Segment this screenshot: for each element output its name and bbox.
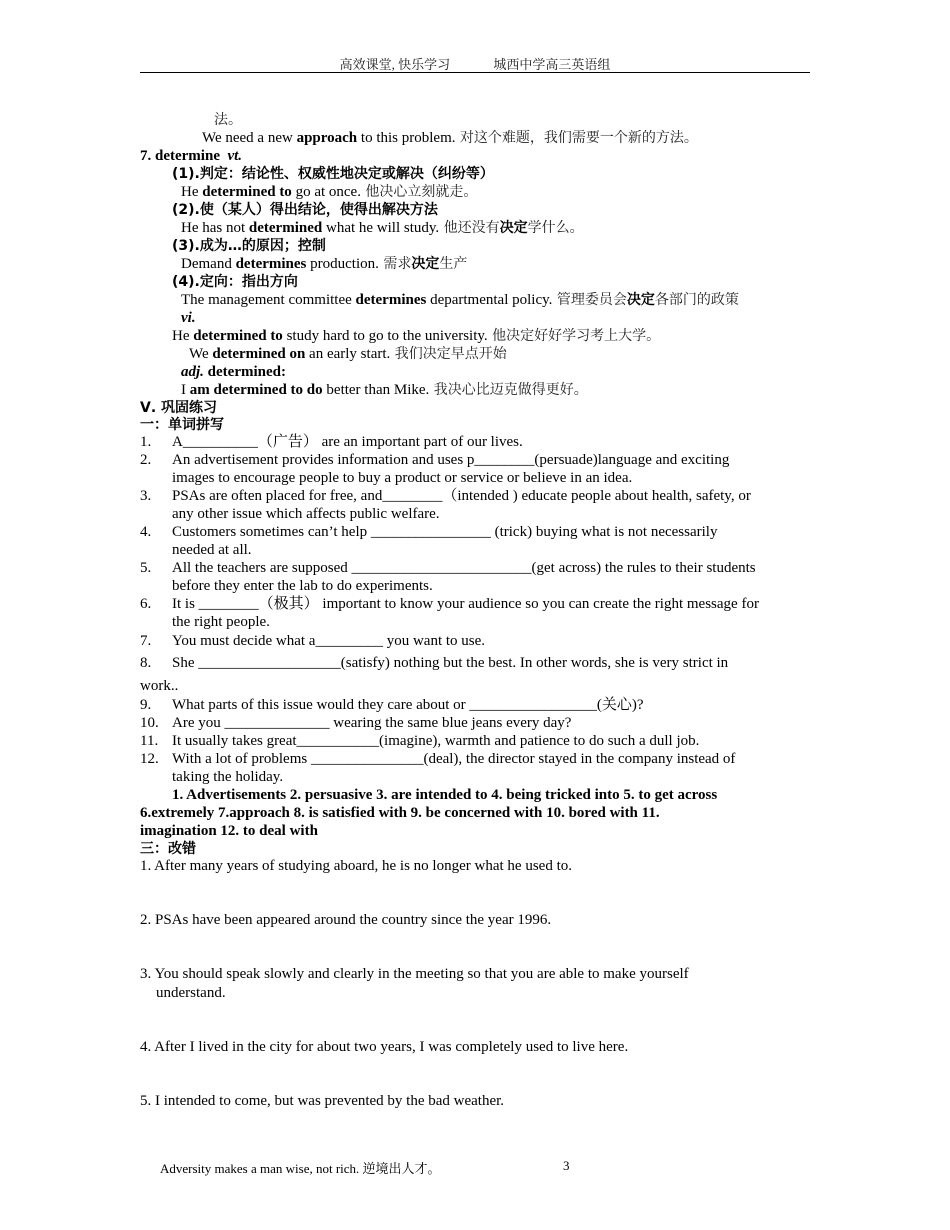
keyword: determined on xyxy=(212,346,306,362)
translation-keyword: 决定 xyxy=(411,256,440,272)
keyword: determines xyxy=(235,256,307,272)
answers-line-2: 6.extremely 7.approach 8. is satisfied with 9. be concerned with 10. bored with 11. xyxy=(140,805,660,821)
item-text: PSAs are often placed for free, and________（intended ) educate people about health, safety, or xyxy=(172,488,751,504)
word: determined: xyxy=(203,364,286,380)
word: 7. determine xyxy=(140,148,220,164)
text: study hard to go to the university. xyxy=(282,328,488,344)
keyword: determined xyxy=(248,220,323,236)
keyword: determined to xyxy=(193,328,283,344)
header-left: 高效课堂, 快乐学习 xyxy=(339,57,451,72)
spelling-item-9 xyxy=(140,696,644,714)
sense-1-title: (1).判定：结论性、权威性地决定或解决（纠纷等） xyxy=(172,166,494,182)
spelling-item-10 xyxy=(140,714,571,732)
item-text: It usually takes great___________(imagine), warmth and patience to do such a dull job. xyxy=(172,733,700,749)
determine-heading xyxy=(140,147,242,165)
spelling-item-4-cont: needed at all. xyxy=(172,542,252,558)
text: production. xyxy=(306,256,379,272)
text: what he will study. xyxy=(322,220,440,236)
text: The management committee xyxy=(181,292,356,308)
text: to this problem. xyxy=(357,130,456,146)
sense-2-example xyxy=(181,219,584,237)
correction-item-3: 3. You should speak slowly and clearly in the meeting so that you are able to make yourself xyxy=(140,966,689,982)
text: an early start. xyxy=(305,346,391,362)
keyword: approach xyxy=(296,130,358,146)
sense-3-title: (3).成为…的原因；控制 xyxy=(172,238,326,254)
correction-item-1: 1. After many years of studying aboard, he is no longer what he used to. xyxy=(140,858,572,874)
item-number: 11. xyxy=(140,733,159,749)
translation-keyword: 决定 xyxy=(499,220,528,236)
translation: 管理委员会 xyxy=(552,292,627,308)
item-number: 9. xyxy=(140,697,152,713)
item-text: You must decide what a_________ you want to use. xyxy=(172,633,486,649)
translation: 我决心比迈克做得更好。 xyxy=(429,382,588,398)
header-rule xyxy=(140,72,810,73)
item-number: 8. xyxy=(140,655,152,671)
spelling-item-5-cont: before they enter the lab to do experiments. xyxy=(172,578,433,594)
text: departmental policy. xyxy=(426,292,553,308)
text: I xyxy=(181,382,190,398)
header-right: 城西中学高三英语组 xyxy=(493,57,611,72)
vi-example-1 xyxy=(172,327,660,345)
answers-line-1: 1. Advertisements 2. persuasive 3. are intended to 4. being tricked into 5. to get across xyxy=(172,787,718,803)
item-number: 2. xyxy=(140,452,152,468)
text: Demand xyxy=(181,256,236,272)
text: We need a new xyxy=(202,130,297,146)
translation-keyword: 决定 xyxy=(626,292,655,308)
sense-2-title: (2).使（某人）得出结论，使得出解决方法 xyxy=(172,202,438,218)
page-header xyxy=(140,54,810,73)
spelling-item-3-cont: any other issue which affects public welfare. xyxy=(172,506,440,522)
sense-4-example xyxy=(181,291,739,309)
item-text: All the teachers are supposed ________________________(get across) the rules to their students xyxy=(172,560,756,576)
text: better than Mike. xyxy=(322,382,430,398)
text: go at once. xyxy=(291,184,361,200)
adj-example xyxy=(181,381,588,399)
spelling-item-12 xyxy=(140,750,735,768)
answers-line-3: imagination 12. to deal with xyxy=(140,823,318,839)
correction-item-3-cont: understand. xyxy=(156,985,226,1001)
corrections-title: 三：改错 xyxy=(140,841,196,857)
translation: 学什么。 xyxy=(527,220,584,236)
item-number: 10. xyxy=(140,715,159,731)
item-text: What parts of this issue would they care about or _________________(关心)? xyxy=(172,697,644,713)
spelling-item-2-cont: images to encourage people to buy a product or service or believe in an idea. xyxy=(172,470,633,486)
keyword: determined to xyxy=(202,184,292,200)
part-of-speech: vt. xyxy=(227,148,243,164)
item-text: A__________（广告） are an important part of our lives. xyxy=(172,434,523,450)
text: He xyxy=(181,184,203,200)
page-number: 3 xyxy=(563,1158,570,1173)
item-text: An advertisement provides information and uses p________(persuade)language and exciting xyxy=(172,452,730,468)
translation: 他决定好好学习考上大学。 xyxy=(487,328,661,344)
item-text: Customers sometimes can’t help ________________ (trick) buying what is not necessarily xyxy=(172,524,718,540)
spelling-item-11 xyxy=(140,732,699,750)
spelling-item-8 xyxy=(140,654,728,672)
correction-item-4: 4. After I lived in the city for about two years, I was completely used to live here. xyxy=(140,1039,629,1055)
spelling-item-6 xyxy=(140,595,759,613)
item-number: 3. xyxy=(140,488,152,504)
spelling-item-2 xyxy=(140,451,729,469)
spelling-item-1 xyxy=(140,433,523,451)
approach-example xyxy=(202,129,698,147)
spelling-item-12-cont: taking the holiday. xyxy=(172,769,284,785)
section-5-title: Ⅴ. 巩固练习 xyxy=(140,400,218,416)
footer-motto: Adversity makes a man wise, not rich. 逆境出人才。 xyxy=(160,1161,441,1176)
translation: 他决心立刻就走。 xyxy=(360,184,478,200)
item-text: Are you ______________ wearing the same blue jeans every day? xyxy=(172,715,572,731)
sense-1-example xyxy=(181,183,477,201)
sense-4-title: (4).定向：指出方向 xyxy=(172,274,298,290)
sense-3-example xyxy=(181,255,467,273)
correction-item-5: 5. I intended to come, but was prevented by the bad weather. xyxy=(140,1093,505,1109)
text: We xyxy=(189,346,213,362)
spelling-item-4 xyxy=(140,523,717,541)
spelling-subtitle: 一：单词拼写 xyxy=(140,417,224,433)
approach-continuation: 法。 xyxy=(214,112,242,128)
spelling-item-5 xyxy=(140,559,756,577)
translation: 需求 xyxy=(378,256,412,272)
spelling-item-7 xyxy=(140,632,485,650)
adj-label xyxy=(181,363,286,381)
vi-example-2 xyxy=(189,345,507,363)
spelling-item-8-cont: work.. xyxy=(140,678,179,694)
keyword: determines xyxy=(355,292,427,308)
item-number: 12. xyxy=(140,751,159,767)
item-text: She ___________________(satisfy) nothing but the best. In other words, she is very strict in xyxy=(172,655,729,671)
text: He xyxy=(172,328,194,344)
item-text: With a lot of problems _______________(deal), the director stayed in the company instead of xyxy=(172,751,736,767)
item-number: 1. xyxy=(140,434,152,450)
item-number: 7. xyxy=(140,633,152,649)
item-number: 6. xyxy=(140,596,152,612)
correction-item-2: 2. PSAs have been appeared around the country since the year 1996. xyxy=(140,912,552,928)
translation: 生产 xyxy=(439,256,468,272)
translation: 各部门的政策 xyxy=(654,292,739,308)
item-number: 4. xyxy=(140,524,152,540)
text: He has not xyxy=(181,220,249,236)
spelling-item-6-cont: the right people. xyxy=(172,614,270,630)
spelling-item-3 xyxy=(140,487,751,505)
part-of-speech: adj. xyxy=(181,364,204,380)
keyword: am determined to do xyxy=(189,382,323,398)
translation: 对这个难题，我们需要一个新的方法。 xyxy=(455,130,698,146)
translation: 我们决定早点开始 xyxy=(390,346,507,362)
item-text: It is ________（极其） important to know your audience so you can create the right message for xyxy=(172,596,759,612)
item-number: 5. xyxy=(140,560,152,576)
vi-label: vi. xyxy=(181,310,196,326)
translation: 他还没有 xyxy=(439,220,500,236)
